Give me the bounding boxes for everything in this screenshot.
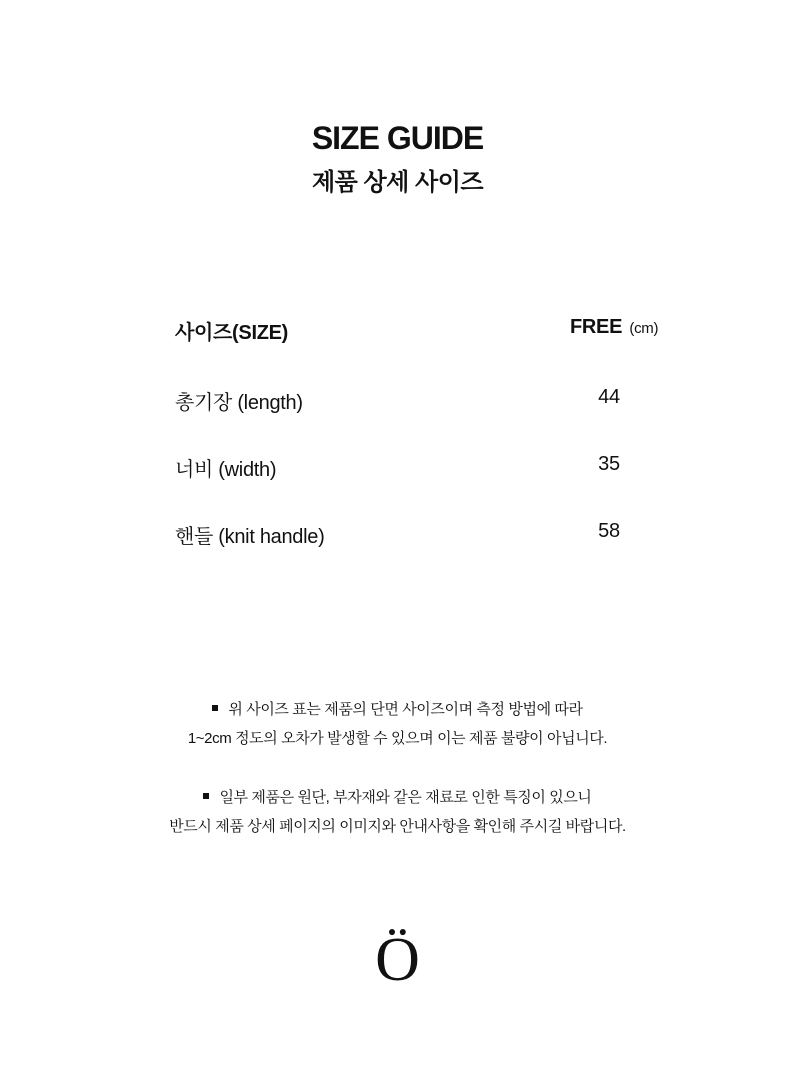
- size-header-label: 사이즈(SIZE): [175, 322, 289, 344]
- notes-section: [0, 695, 795, 871]
- page-title: SIZE GUIDE: [311, 120, 484, 156]
- row-value-width: 35: [598, 453, 620, 475]
- row-value-handle: 58: [598, 520, 620, 542]
- unit-label: (cm): [629, 320, 659, 337]
- brand-logo-icon: Ö: [375, 926, 420, 994]
- size-header-value: [570, 316, 658, 339]
- row-label-width: 너비 (width): [175, 459, 277, 481]
- note-item: [0, 695, 795, 753]
- note-line: 반드시 제품 상세 페이지의 이미지와 안내사항을 확인해 주시길 바랍니다.: [169, 818, 626, 835]
- row-label-handle: 핸들 (knit handle): [175, 526, 325, 548]
- note-line: 일부 제품은 원단, 부자재와 같은 재료로 인한 특징이 있으니: [219, 789, 592, 806]
- note-item: [0, 783, 795, 841]
- page-subtitle: 제품 상세 사이즈: [311, 169, 484, 196]
- note-line: 1~2cm 정도의 오차가 발생할 수 있으며 이는 제품 불량이 아닙니다.: [187, 730, 608, 747]
- bullet-icon: [212, 705, 218, 711]
- row-label-length: 총기장 (length): [175, 392, 303, 414]
- row-value-length: 44: [598, 386, 620, 408]
- bullet-icon: [203, 793, 209, 799]
- size-value: FREE: [570, 316, 623, 338]
- note-line: 위 사이즈 표는 제품의 단면 사이즈이며 측정 방법에 따라: [228, 701, 583, 718]
